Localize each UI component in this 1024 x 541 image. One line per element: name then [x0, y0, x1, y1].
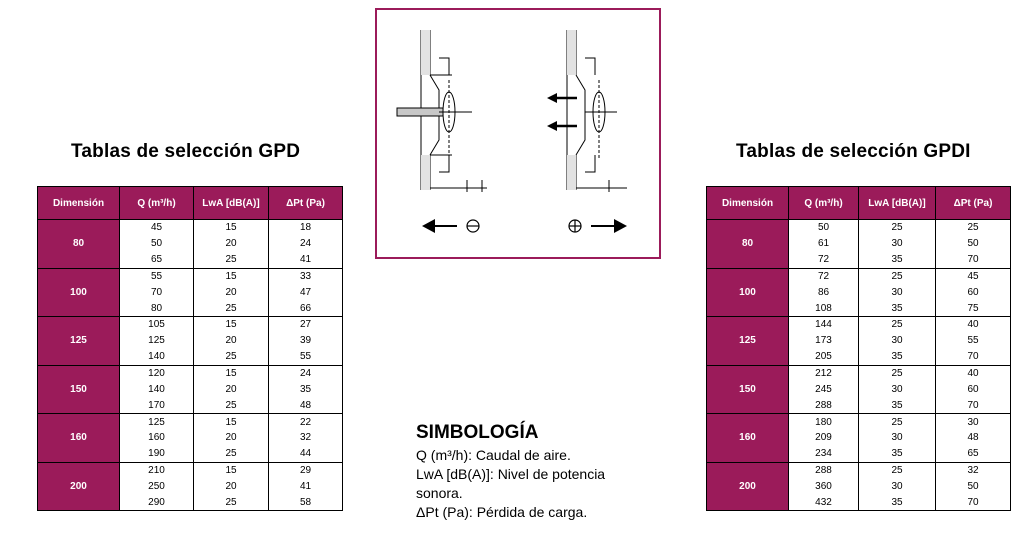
flow-cell: 210 [120, 462, 194, 478]
flow-cell: 290 [120, 494, 194, 510]
table-row [707, 268, 1011, 284]
dimension-cell: 125 [707, 317, 789, 366]
flow-cell: 180 [789, 414, 859, 430]
noise-cell: 30 [859, 333, 936, 349]
noise-cell: 25 [859, 220, 936, 236]
pressure-cell: 55 [269, 349, 343, 365]
noise-cell: 20 [194, 430, 269, 446]
col-header-flow: Q (m³/h) [120, 187, 194, 220]
table-row [38, 317, 343, 333]
flow-cell: 45 [120, 220, 194, 236]
flow-cell: 140 [120, 349, 194, 365]
pressure-cell: 30 [936, 414, 1011, 430]
pressure-cell: 32 [269, 430, 343, 446]
flow-cell: 212 [789, 365, 859, 381]
pressure-cell: 35 [269, 381, 343, 397]
noise-cell: 25 [194, 252, 269, 268]
right-diffuser-section [567, 30, 627, 192]
flow-cell: 70 [120, 284, 194, 300]
flow-cell: 108 [789, 300, 859, 316]
pressure-cell: 39 [269, 333, 343, 349]
noise-cell: 25 [859, 268, 936, 284]
noise-cell: 15 [194, 365, 269, 381]
flow-cell: 80 [120, 300, 194, 316]
pressure-cell: 45 [936, 268, 1011, 284]
noise-cell: 35 [859, 494, 936, 510]
pressure-cell: 33 [269, 268, 343, 284]
gpdi-table-title: Tablas de selección GPDI [736, 141, 971, 162]
noise-cell: 25 [194, 300, 269, 316]
noise-cell: 25 [859, 462, 936, 478]
flow-cell: 120 [120, 365, 194, 381]
noise-cell: 30 [859, 236, 936, 252]
flow-cell: 288 [789, 462, 859, 478]
dimension-cell: 100 [38, 268, 120, 317]
flow-cell: 125 [120, 414, 194, 430]
noise-cell: 20 [194, 479, 269, 495]
diffuser-diagram [375, 8, 661, 259]
symbology-noise: LwA [dB(A)]: Nivel de potencia [416, 466, 606, 482]
table-row [38, 268, 343, 284]
noise-cell: 30 [859, 430, 936, 446]
table-row [707, 365, 1011, 381]
flow-cell: 50 [120, 236, 194, 252]
noise-cell: 25 [194, 349, 269, 365]
table-row [707, 414, 1011, 430]
col-header-dimension: Dimensión [707, 187, 789, 220]
noise-cell: 35 [859, 252, 936, 268]
dimension-cell: 100 [707, 268, 789, 317]
table-row [38, 462, 343, 478]
flow-cell: 190 [120, 446, 194, 462]
dimension-cell: 150 [38, 365, 120, 414]
pressure-cell: 55 [936, 333, 1011, 349]
pressure-cell: 41 [269, 479, 343, 495]
noise-cell: 35 [859, 300, 936, 316]
pressure-cell: 32 [936, 462, 1011, 478]
noise-cell: 35 [859, 397, 936, 413]
pressure-cell: 70 [936, 349, 1011, 365]
pressure-cell: 24 [269, 236, 343, 252]
table-row [707, 220, 1011, 236]
gpd-table-title: Tablas de selección GPD [71, 141, 301, 162]
flow-cell: 86 [789, 284, 859, 300]
flow-cell: 160 [120, 430, 194, 446]
symbology-flow: Q (m³/h): Caudal de aire. [416, 447, 571, 463]
flow-cell: 170 [120, 397, 194, 413]
pressure-cell: 50 [936, 479, 1011, 495]
pressure-cell: 24 [269, 365, 343, 381]
pressure-cell: 58 [269, 494, 343, 510]
noise-cell: 15 [194, 414, 269, 430]
noise-cell: 30 [859, 381, 936, 397]
noise-cell: 30 [859, 284, 936, 300]
flow-cell: 61 [789, 236, 859, 252]
pressure-cell: 75 [936, 300, 1011, 316]
flow-cell: 360 [789, 479, 859, 495]
pressure-cell: 40 [936, 317, 1011, 333]
col-header-pressure: ΔPt (Pa) [269, 187, 343, 220]
pressure-cell: 25 [936, 220, 1011, 236]
pressure-cell: 70 [936, 252, 1011, 268]
pressure-cell: 40 [936, 365, 1011, 381]
noise-cell: 25 [194, 446, 269, 462]
noise-cell: 25 [859, 414, 936, 430]
left-direction-symbol [422, 219, 479, 233]
symbology-noise-cont: sonora. [416, 485, 463, 501]
noise-cell: 20 [194, 381, 269, 397]
flow-cell: 205 [789, 349, 859, 365]
dimension-cell: 80 [38, 220, 120, 269]
col-header-pressure: ΔPt (Pa) [936, 187, 1011, 220]
dimension-cell: 160 [38, 414, 120, 463]
col-header-flow: Q (m³/h) [789, 187, 859, 220]
noise-cell: 15 [194, 462, 269, 478]
flow-cell: 250 [120, 479, 194, 495]
pressure-cell: 48 [936, 430, 1011, 446]
col-header-noise: LwA [dB(A)] [194, 187, 269, 220]
flow-cell: 173 [789, 333, 859, 349]
table-row [38, 414, 343, 430]
diffuser-drawing [377, 10, 659, 257]
noise-cell: 15 [194, 317, 269, 333]
col-header-noise: LwA [dB(A)] [859, 187, 936, 220]
right-direction-symbol [569, 219, 627, 233]
pressure-cell: 41 [269, 252, 343, 268]
pressure-cell: 22 [269, 414, 343, 430]
table-row [38, 365, 343, 381]
flow-cell: 288 [789, 397, 859, 413]
noise-cell: 25 [859, 365, 936, 381]
dimension-cell: 80 [707, 220, 789, 269]
flow-cell: 432 [789, 494, 859, 510]
table-row [707, 317, 1011, 333]
pressure-cell: 18 [269, 220, 343, 236]
symbology-legend [416, 422, 656, 522]
dimension-cell: 200 [38, 462, 120, 511]
table-row [38, 220, 343, 236]
pressure-cell: 47 [269, 284, 343, 300]
flow-cell: 144 [789, 317, 859, 333]
gpdi-selection-table [706, 186, 1011, 511]
pressure-cell: 66 [269, 300, 343, 316]
noise-cell: 30 [859, 479, 936, 495]
noise-cell: 20 [194, 236, 269, 252]
airflow-arrows [547, 93, 577, 131]
noise-cell: 15 [194, 268, 269, 284]
noise-cell: 35 [859, 446, 936, 462]
pressure-cell: 70 [936, 397, 1011, 413]
flow-cell: 209 [789, 430, 859, 446]
pressure-cell: 48 [269, 397, 343, 413]
pressure-cell: 50 [936, 236, 1011, 252]
flow-cell: 125 [120, 333, 194, 349]
flow-cell: 105 [120, 317, 194, 333]
noise-cell: 25 [194, 494, 269, 510]
flow-cell: 50 [789, 220, 859, 236]
flow-cell: 55 [120, 268, 194, 284]
left-diffuser-section [397, 30, 487, 192]
flow-cell: 72 [789, 268, 859, 284]
gpd-selection-table [37, 186, 343, 511]
noise-cell: 35 [859, 349, 936, 365]
flow-cell: 234 [789, 446, 859, 462]
pressure-cell: 44 [269, 446, 343, 462]
table-row [707, 462, 1011, 478]
dimension-cell: 200 [707, 462, 789, 511]
pressure-cell: 65 [936, 446, 1011, 462]
noise-cell: 25 [194, 397, 269, 413]
dimension-cell: 160 [707, 414, 789, 463]
noise-cell: 20 [194, 284, 269, 300]
dimension-cell: 125 [38, 317, 120, 366]
pressure-cell: 60 [936, 284, 1011, 300]
dimension-cell: 150 [707, 365, 789, 414]
pressure-cell: 60 [936, 381, 1011, 397]
pressure-cell: 29 [269, 462, 343, 478]
symbology-title: SIMBOLOGÍA [416, 422, 539, 443]
symbology-pressure: ΔPt (Pa): Pérdida de carga. [416, 504, 588, 520]
flow-cell: 245 [789, 381, 859, 397]
pressure-cell: 27 [269, 317, 343, 333]
flow-cell: 72 [789, 252, 859, 268]
flow-cell: 140 [120, 381, 194, 397]
col-header-dimension: Dimensión [38, 187, 120, 220]
noise-cell: 20 [194, 333, 269, 349]
noise-cell: 25 [859, 317, 936, 333]
noise-cell: 15 [194, 220, 269, 236]
pressure-cell: 70 [936, 494, 1011, 510]
flow-cell: 65 [120, 252, 194, 268]
